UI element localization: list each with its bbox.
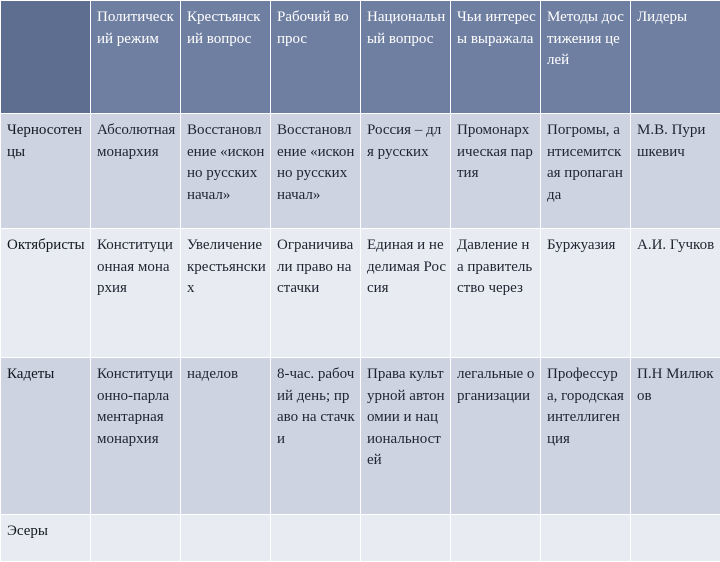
table-cell: Россия – для русских (361, 114, 451, 229)
table-cell: Промонархическая партия (451, 114, 541, 229)
table-cell: Конституционная монархия (91, 229, 181, 358)
table-cell: Абсолютная монархия (91, 114, 181, 229)
row-party: Черносотенцы (1, 114, 91, 229)
table-row (1, 114, 720, 229)
table-cell: Восстановление «исконно русских начал» (271, 114, 361, 229)
header-cell-interests: Чьи интересы выражала (451, 1, 541, 114)
table-cell: Буржуазия (541, 229, 631, 358)
header-cell-methods: Методы достижения целей (541, 1, 631, 114)
table-cell (361, 515, 451, 562)
table-cell (631, 515, 720, 562)
row-party: Кадеты (1, 358, 91, 515)
header-cell-peasant: Крестьянский вопрос (181, 1, 271, 114)
table-cell (91, 515, 181, 562)
table-cell (541, 515, 631, 562)
table-cell: легальные организации (451, 358, 541, 515)
table-cell: П.Н Милюков (631, 358, 720, 515)
header-cell-worker: Рабочий вопрос (271, 1, 361, 114)
table-cell: М.В. Пуришкевич (631, 114, 720, 229)
table-cell (181, 515, 271, 562)
row-party: Эсеры (1, 515, 91, 562)
table-cell (451, 515, 541, 562)
table-cell: Давление на правительство через (451, 229, 541, 358)
table-row (1, 358, 720, 515)
table-cell: Ограничивали право на стачки (271, 229, 361, 358)
table-cell: Погромы, антисемитская пропаганда (541, 114, 631, 229)
header-cell-national: Национальный вопрос (361, 1, 451, 114)
table-cell (271, 515, 361, 562)
header-cell-regime: Политический режим (91, 1, 181, 114)
header-cell-leaders: Лидеры (631, 1, 720, 114)
table-cell: наделов (181, 358, 271, 515)
table-cell: Увеличение крестьянских (181, 229, 271, 358)
header-cell-empty (1, 1, 91, 114)
table-cell: 8-час. рабочий день; право на стачки (271, 358, 361, 515)
table-cell: Права культурной автономии и национальностей (361, 358, 451, 515)
header-row (1, 1, 720, 114)
table-cell: Единая и неделимая Россия (361, 229, 451, 358)
row-party: Октябристы (1, 229, 91, 358)
table-cell: Профессура, городская интеллигенция (541, 358, 631, 515)
table-cell: Восстановление «исконно русских начал» (181, 114, 271, 229)
table-row (1, 515, 720, 562)
table-row (1, 229, 720, 358)
table-cell: Конституционно-парламентарная монархия (91, 358, 181, 515)
table-cell: А.И. Гучков (631, 229, 720, 358)
